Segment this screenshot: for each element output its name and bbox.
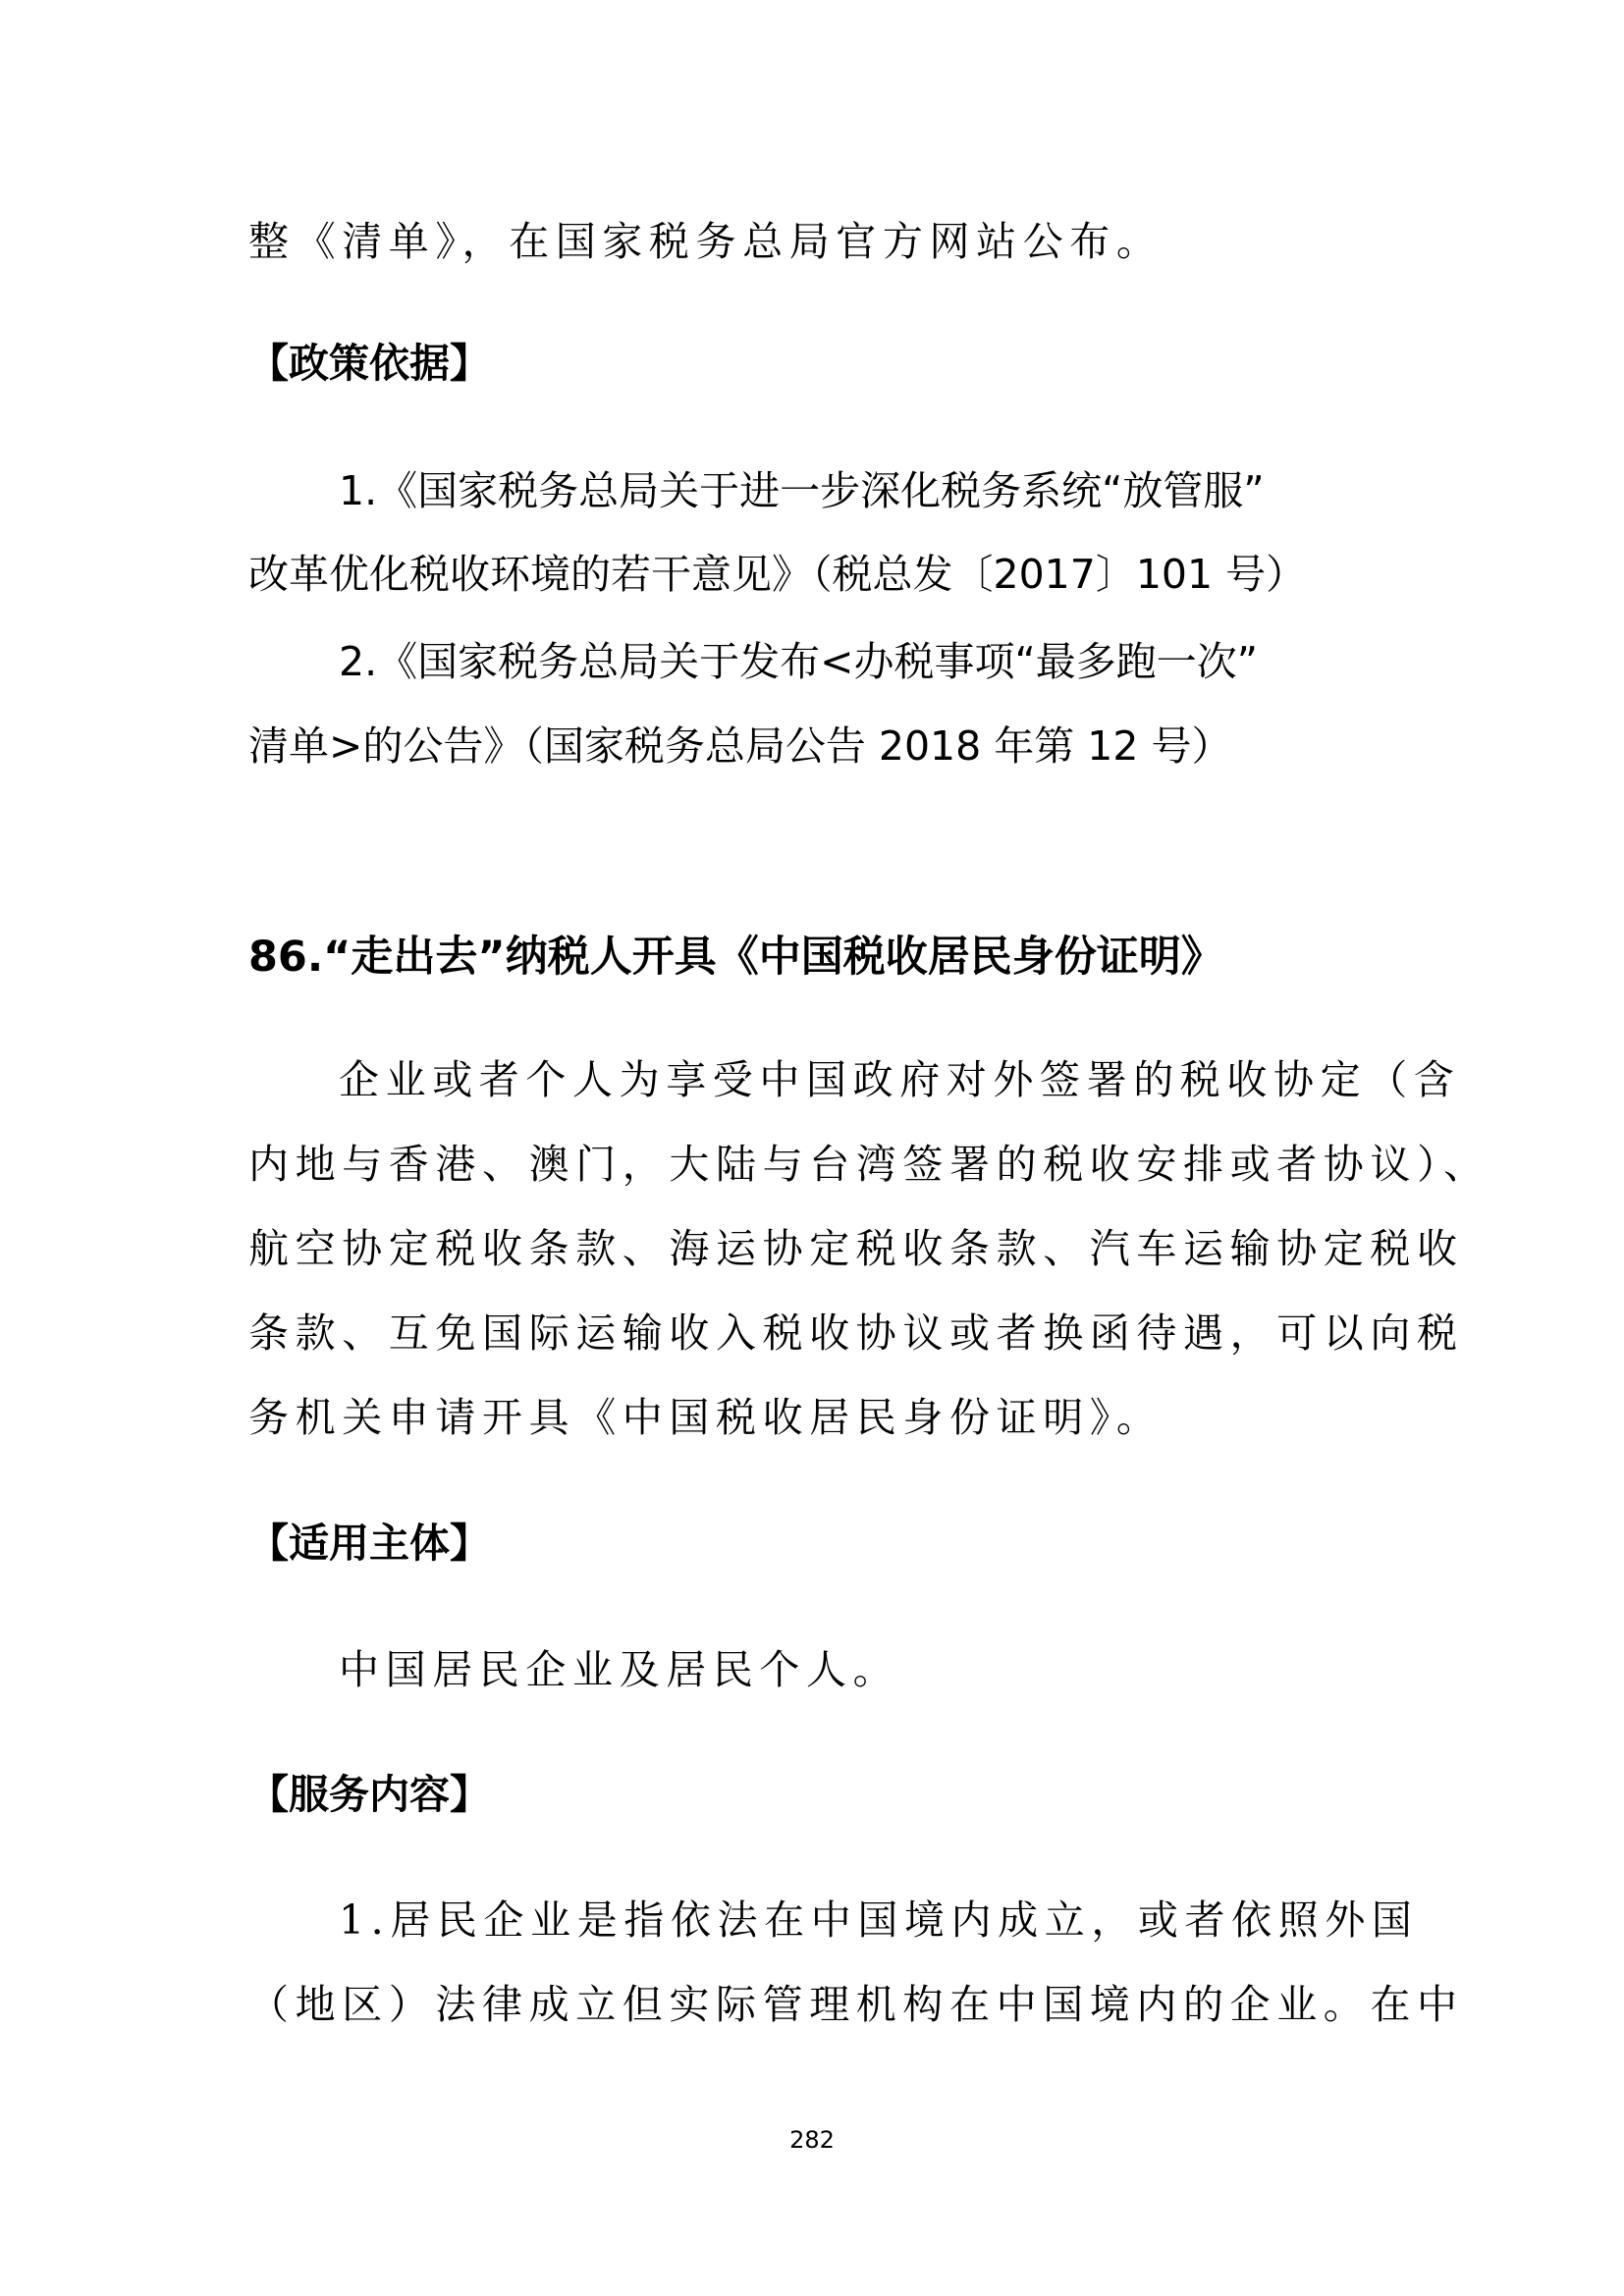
continuation-line: 整《清单》，在国家税务总局官方网站公布。: [248, 218, 1164, 265]
applicable-text: 中国居民企业及居民个人。: [339, 1646, 900, 1693]
service-heading: 【服务内容】: [248, 1771, 490, 1818]
intro-line-3: 航空协定税收条款、海运协定税收条款、汽车运输协定税收: [248, 1225, 1464, 1272]
intro-line-4: 条款、互免国际运输收入税收协议或者换函待遇，可以向税: [248, 1309, 1464, 1357]
policy-item-1-line-2: 改革优化税收环境的若干意见》（税总发〔2017〕101 号）: [248, 551, 1307, 598]
intro-line-1: 企业或者个人为享受中国政府对外签署的税收协定（含: [339, 1056, 1461, 1103]
service-line-2: （地区）法律成立但实际管理机构在中国境内的企业。在中: [248, 1981, 1464, 2028]
applicable-heading: 【适用主体】: [248, 1520, 490, 1567]
intro-line-2: 内地与香港、澳门，大陆与台湾签署的税收安排或者协议）、: [248, 1141, 1490, 1188]
intro-line-5: 务机关申请开具《中国税收居民身份证明》。: [248, 1394, 1164, 1441]
policy-item-2-line-2: 清单>的公告》（国家税务总局公告 2018 年第 12 号）: [248, 722, 1232, 770]
policy-item-1-line-1: 1.《国家税务总局关于进一步深化税务系统“放管服”: [339, 467, 1265, 514]
policy-basis-heading: 【政策依据】: [248, 340, 490, 387]
policy-item-2-line-1: 2.《国家税务总局关于发布<办税事项“最多跑一次”: [339, 638, 1258, 685]
page-number: 282: [789, 2126, 835, 2154]
service-line-1: 1.居民企业是指依法在中国境内成立，或者依照外国: [339, 1896, 1419, 1944]
section-86-title: 86.“走出去”纳税人开具《中国税收居民身份证明》: [248, 933, 1223, 982]
